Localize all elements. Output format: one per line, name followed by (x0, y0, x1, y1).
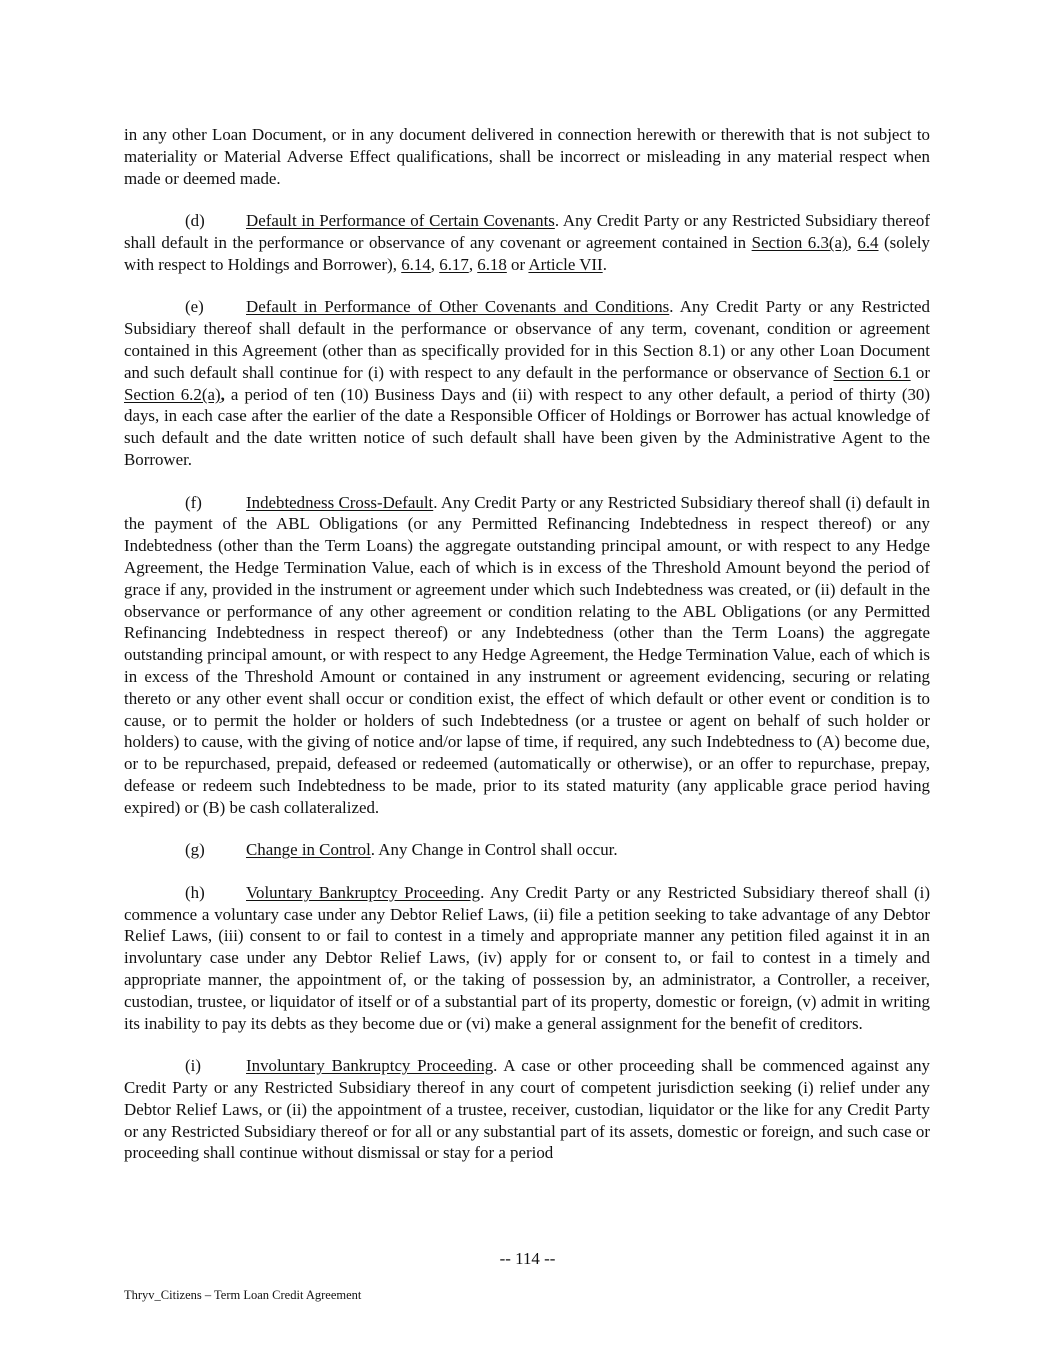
section-label: (d) (185, 211, 205, 231)
section-text: . Any Credit Party or any Restricted Subsidiary thereof shall (i) commence a voluntary case under any Debtor Relief Laws, (ii) file a petition seeking to take advantage of any Debtor Relief Laws, (iii) consent to or fail to contest in a timely and appropriate manner any petition filed against it in an involuntary case under any Debtor Relief Laws, (iv) apply for or consent to, or fail to contest in a timely and appropriate manner, the appointment of, or the taking of possession by, an administrator, a Controller, a receiver, custodian, trustee, or liquidator of itself or of a substantial part of its property, domestic or foreign, (v) admit in writing its inability to pay its debts as they become due or (vi) make a general assignment for the benefit of creditors. (124, 882, 930, 1033)
separator-text: , (847, 232, 858, 252)
cross-reference: Section 6.3(a) (751, 232, 848, 252)
cross-reference: 6.14 (401, 254, 431, 274)
section-text: . Any Credit Party or any Restricted Subsidiary thereof shall (i) default in the payment of the ABL Obligations (or any Permitted Refinancing Indebtedness in respect thereof) or any Indebtedness (other than the Term Loans) the aggregate outstanding principal amount, or with respect to any Hedge Agreement, the Hedge Termination Value, each of which is in excess of the Threshold Amount beyond the period of grace if any, provided in the instrument or agreement under which such Indebtedness was created, or (ii) default in the observance or performance of any other agreement or condition relating to the ABL Obligations (or any Permitted Refinancing Indebtedness in respect thereof) or any Indebtedness (other than the Term Loans) the aggregate outstanding principal amount, or with respect to any Hedge Agreement, the Hedge Termination Value, each of which is in excess of the Threshold Amount or contained in any instrument or agreement evidencing, securing or relating thereto or any other event shall occur or condition exist, the effect of which default or other event or condition is to cause, or to permit the holder or holders of such Indebtedness (or a trustee or agent on behalf of such holder or holders) to cause, with the giving of notice and/or lapse of time, if required, any such Indebtedness to (A) become due, or to be repurchased, prepaid, defeased or redeemed (automatically or otherwise), or an offer to repurchase, prepay, defease or redeem such Indebtedness to be made, prior to its stated maturity (any applicable grace period having expired) or (B) be cash collateralized. (124, 492, 930, 817)
section-label: (g) (185, 840, 205, 860)
section-f (124, 492, 930, 819)
section-title: Involuntary Bankruptcy Proceeding (246, 1056, 494, 1076)
section-title: Indebtedness Cross-Default (246, 492, 434, 512)
section-text: a period of ten (10) Business Days and (ii) with respect to any other default, a period of thirty (30) days, in each case after the earlier of the date a Responsible Officer of Holdings or Borrower has actual knowledge of such default and the date written notice of such default shall have been given by the Administrative Agent to the Borrower. (124, 384, 930, 469)
separator-text: , (468, 254, 478, 274)
section-label: (e) (185, 297, 204, 317)
paragraph-text: in any other Loan Document, or in any document delivered in connection herewith or therewith that is not subject to materiality or Material Adverse Effect qualifications, shall be incorrect or misleading in any material respect when made or deemed made. (124, 125, 930, 188)
section-label: (i) (185, 1056, 201, 1076)
continuation-paragraph (124, 124, 930, 189)
cross-reference: Article VII (528, 254, 603, 274)
section-title: Voluntary Bankruptcy Proceeding (246, 882, 481, 902)
section-title: Default in Performance of Certain Covenants (246, 211, 555, 231)
cross-reference: 6.4 (857, 232, 879, 252)
section-h (124, 882, 930, 1035)
section-title: Change in Control (246, 840, 371, 860)
section-text: or (506, 254, 529, 274)
section-title: Default in Performance of Other Covenants and Conditions (246, 297, 670, 317)
document-footer: Thryv_Citizens – Term Loan Credit Agreement (124, 1288, 362, 1302)
cross-reference: Section 6.2(a) (124, 384, 221, 404)
section-text: . Any Change in Control shall occur. (370, 840, 618, 860)
separator-text: , (430, 254, 440, 274)
page-number: -- 114 -- (499, 1249, 556, 1268)
section-text: . (602, 254, 607, 274)
section-text: . A case or other proceeding shall be commenced against any Credit Party or any Restricted Subsidiary thereof in any court of competent jurisdiction seeking (i) relief under any Debtor Relief Laws, or (ii) the appointment of a trustee, receiver, custodian, liquidator or the like for any Credit Party or any Restricted Subsidiary thereof or for all or any substantial part of its assets, domestic or foreign, and such case or proceeding shall continue without dismissal or stay for a period (124, 1056, 930, 1163)
section-d (124, 210, 930, 275)
section-text: (solely with respect to Holdings and Borrower), (124, 232, 930, 274)
cross-reference: Section 6.1 (833, 362, 911, 382)
section-g (124, 839, 930, 861)
cross-reference: 6.18 (477, 254, 507, 274)
document-body (124, 124, 930, 1185)
section-text: . Any Credit Party or any Restricted Subsidiary thereof shall default in the performance or observance of any covenant or agreement contained in (124, 211, 930, 252)
section-label: (f) (185, 492, 202, 512)
section-text: or (910, 362, 930, 382)
section-label: (h) (185, 882, 205, 902)
section-i (124, 1055, 930, 1164)
section-e (124, 296, 930, 470)
bold-comma: , (220, 384, 225, 404)
cross-reference: 6.17 (439, 254, 469, 274)
section-text: . Any Credit Party or any Restricted Subsidiary thereof shall default in the performance or observance of any term, covenant, condition or agreement contained in this Agreement (other than as specifically provided for in this Section 8.1) or any other Loan Document and such default shall continue for (i) with respect to any default in the performance or observance of (124, 297, 930, 382)
